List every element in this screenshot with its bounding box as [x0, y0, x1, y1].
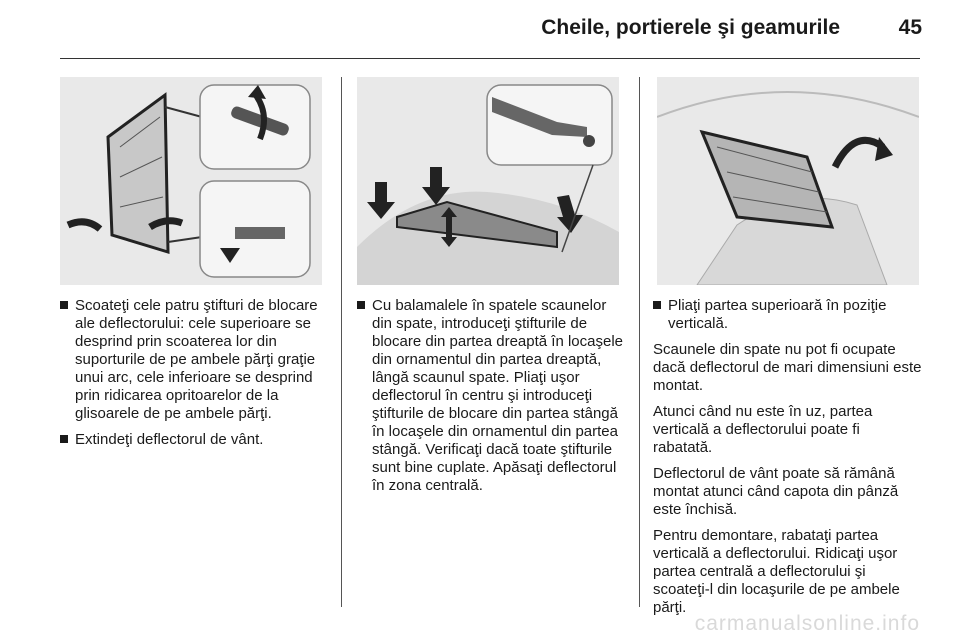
bullet-square-icon: [60, 301, 68, 309]
watermark: carmanualsonline.info: [694, 612, 920, 635]
header-rule: [60, 58, 920, 59]
page-number: 45: [898, 16, 922, 39]
column-1-text: [60, 297, 330, 457]
list-item-text: Extindeţi deflectorul de vânt.: [75, 431, 264, 448]
column-2-text: [357, 297, 627, 503]
figure-remove-pins: [60, 77, 322, 285]
list-item-text: Cu balamalele în spatele scaunelor din spate, introduceţi ştifturile de blocare din partea dreaptă în locaşele din ornamentul din partea dreaptă, lângă scaunul spate. Pliaţi uşor deflectorul în centru şi introduceţi ştifturile de blocare din partea stângă în locaşele din ornamentul din partea stângă. Verificaţi dacă toate ştifturile sunt bine cuplate. Apăsaţi deflectorul în zona centrală.: [372, 297, 624, 494]
list-item: [357, 297, 627, 495]
paragraph: Deflectorul de vânt poate să rămână montat atunci când capota din pânză este închisă.: [653, 465, 899, 518]
figure-fold-upright: [657, 77, 919, 285]
paragraph: Scaunele din spate nu pot fi ocupate dacă deflectorul de mari dimensiuni este montat.: [653, 341, 922, 394]
list-item: [60, 297, 330, 423]
list-item: [653, 297, 923, 333]
column-divider-1: [341, 77, 342, 607]
list-item-text: Pliaţi partea superioară în poziţie verticală.: [668, 297, 887, 332]
figure-insert-deflector: [357, 77, 619, 285]
bullet-square-icon: [357, 301, 365, 309]
list-item-text: Scoateţi cele patru ştifturi de blocare ale deflectorului: cele superioare se desprind prin scoaterea lor din suporturile de pe ambele părţi graţie unui arc, cele inferioare se desprind prin ridicarea opritoarelor de la glisoarele de pe ambele părţi.: [75, 297, 318, 422]
bullet-square-icon: [653, 301, 661, 309]
column-3-text: [653, 297, 923, 625]
page-title: Cheile, portierele şi geamurile: [541, 16, 840, 39]
bullet-square-icon: [60, 435, 68, 443]
paragraph: Pentru demontare, rabataţi partea verticală a deflectorului. Ridicaţi uşor partea centrală a deflectorului şi scoateţi-l din locaşurile de pe ambele părţi.: [653, 527, 900, 616]
paragraph: Atunci când nu este în uz, partea verticală a deflectorului poate fi rabatată.: [653, 403, 873, 456]
column-divider-2: [639, 77, 640, 607]
list-item: [60, 431, 330, 449]
